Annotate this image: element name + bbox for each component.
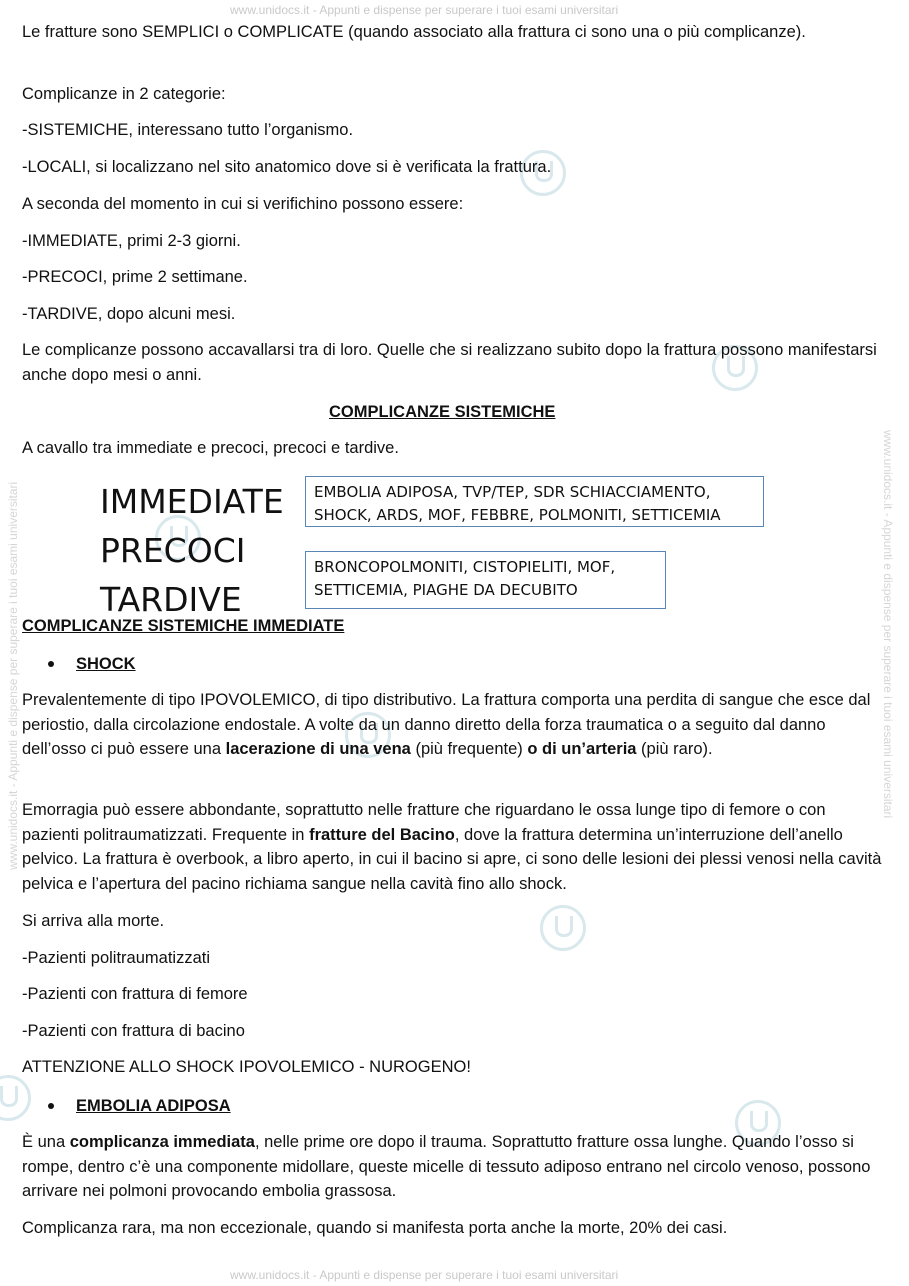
bullet-label: EMBOLIA ADIPOSA — [76, 1097, 231, 1115]
watermark-side-right: www.unidocs.it - Appunti e dispense per superare i tuoi esami universitari — [881, 430, 895, 819]
paragraph: A cavallo tra immediate e precoci, precoci e tardive. — [22, 439, 399, 457]
paragraph: Prevalentemente di tipo IPOVOLEMICO, di tipo distributivo. La frattura comporta una perdita di sangue che esce dal periostio, dalla circolazione endostale. A volte da un danno diretto della forza traumatica o a seguito dal danno dell’osso ci può essere una lacerazione di una vena (più frequente) o di un’arteria (più raro). — [22, 691, 871, 758]
figure-label-tardive: TARDIVE — [100, 580, 242, 619]
watermark-logo-icon — [0, 1075, 31, 1121]
paragraph: ATTENZIONE ALLO SHOCK IPOVOLEMICO - NUROGENO! — [22, 1058, 471, 1076]
figure-label-precoci: PRECOCI — [100, 531, 246, 570]
list-item: -Pazienti politraumatizzati — [22, 949, 210, 967]
watermark-side-left: www.unidocs.it - Appunti e dispense per superare i tuoi esami universitari — [6, 481, 20, 870]
paragraph: -PRECOCI, prime 2 settimane. — [22, 268, 248, 286]
section-heading: COMPLICANZE SISTEMICHE IMMEDIATE — [22, 617, 345, 635]
list-item: -Pazienti con frattura di bacino — [22, 1022, 245, 1040]
paragraph: -SISTEMICHE, interessano tutto l’organismo. — [22, 121, 354, 139]
section-heading: COMPLICANZE SISTEMICHE — [329, 403, 556, 421]
list-item: -Pazienti con frattura di femore — [22, 985, 248, 1003]
paragraph: Le complicanze possono accavallarsi tra di loro. Quelle che si realizzano subito dopo la frattura possono manifestarsi anche dopo mesi o anni. — [22, 341, 877, 384]
paragraph: Complicanza rara, ma non eccezionale, quando si manifesta porta anche la morte, 20% dei casi. — [22, 1219, 728, 1237]
bullet-dot-icon — [48, 1103, 54, 1109]
bullet-dot-icon — [48, 661, 54, 667]
figure-label-immediate: IMMEDIATE — [100, 482, 284, 521]
paragraph: -LOCALI, si localizzano nel sito anatomico dove si è verificata la frattura. — [22, 158, 552, 176]
paragraph: È una complicanza immediata, nelle prime ore dopo il trauma. Soprattutto fratture ossa lunghe. Quando l’osso si rompe, dentro c’è una componente midollare, queste micelle di tessuto adiposo entrano nel circolo venoso, possono arrivare nei polmoni provocando embolia grassosa. — [22, 1133, 871, 1200]
paragraph: Si arriva alla morte. — [22, 912, 165, 930]
paragraph: Emorragia può essere abbondante, soprattutto nelle fratture che riguardano le ossa lunge tipo di femore o con pazienti politraumatizzati. Frequente in fratture del Bacino, dove la frattura determina un’interruzione dell’anello pelvico. La frattura è overbook, a libro aperto, in cui il bacino si apre, ci sono delle lesioni dei plessi venosi nella cavità pelvica e l’apertura del pacino richiama sangue nella cavità fino allo shock. — [22, 801, 882, 893]
bullet-label: SHOCK — [76, 655, 136, 673]
paragraph: Complicanze in 2 categorie: — [22, 85, 226, 103]
paragraph: -IMMEDIATE, primi 2-3 giorni. — [22, 232, 241, 250]
figure-box-immediate: EMBOLIA ADIPOSA, TVP/TEP, SDR SCHIACCIAMENTO, SHOCK, ARDS, MOF, FEBBRE, POLMONITI, SETTICEMIA — [305, 476, 764, 527]
paragraph: -TARDIVE, dopo alcuni mesi. — [22, 305, 236, 323]
watermark-bottom: www.unidocs.it - Appunti e dispense per superare i tuoi esami universitari — [230, 1268, 619, 1282]
watermark-top: www.unidocs.it - Appunti e dispense per superare i tuoi esami universitari — [230, 3, 619, 17]
paragraph: A seconda del momento in cui si verifichino possono essere: — [22, 195, 464, 213]
figure-box-tardive: BRONCOPOLMONITI, CISTOPIELITI, MOF, SETTICEMIA, PIAGHE DA DECUBITO — [305, 551, 666, 609]
paragraph: Le fratture sono SEMPLICI o COMPLICATE (quando associato alla frattura ci sono una o più complicanze). — [22, 23, 806, 41]
